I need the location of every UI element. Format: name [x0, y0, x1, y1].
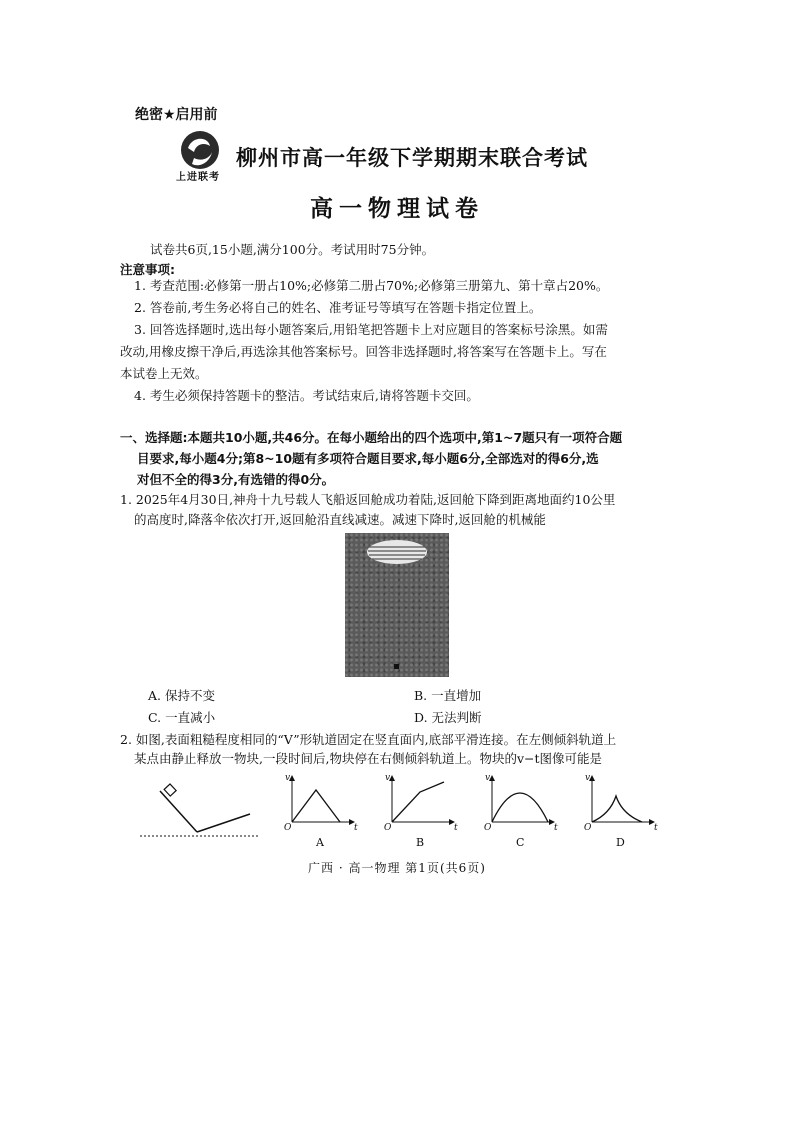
vt-graphs [282, 770, 662, 850]
graph-d-x-label: t [654, 823, 658, 833]
section-heading-line3: 对但不全的得3分,有选错的得0分。 [137, 472, 335, 487]
exam-info: 试卷共6页,15小题,满分100分。考试用时75分钟。 [150, 242, 435, 257]
graph-a-origin: O [284, 823, 292, 833]
q1-line2: 的高度时,降落伞依次打开,返回舱沿直线减速。减速下降时,返回舱的机械能 [134, 512, 546, 527]
notice-item-4: 4. 考生必须保持答题卡的整洁。考试结束后,请将答题卡交回。 [134, 388, 479, 403]
q1-option-a: A. 保持不变 [148, 688, 215, 703]
secret-label: 绝密★启用前 [135, 107, 218, 123]
page-footer: 广西 · 高一物理 第1页(共6页) [308, 861, 486, 875]
graph-a-label: A [316, 836, 324, 849]
graph-b-label: B [416, 836, 425, 849]
q2-line1: 2. 如图,表面粗糙程度相同的“V”形轨道固定在竖直面内,底部平滑连接。在左侧倾斜轨道上 [120, 732, 617, 747]
graph-d-label: D [616, 836, 625, 849]
graph-a [292, 776, 354, 822]
parachute-icon [345, 533, 449, 677]
notice-item-2: 2. 答卷前,考生务必将自己的姓名、准考证号等填写在答题卡指定位置上。 [134, 300, 542, 315]
q1-option-b: B. 一直增加 [414, 688, 482, 703]
graph-c-label: C [516, 836, 525, 849]
notice-item-1: 1. 考查范围:必修第一册占10%;必修第二册占70%;必修第三册第九、第十章占20%。 [134, 278, 609, 293]
graph-d [592, 776, 654, 822]
q1-line1: 1. 2025年4月30日,神舟十九号载人飞船返回舱成功着陆,返回舱下降到距离地面约10公里 [120, 492, 616, 507]
graph-b-y-label: v [385, 773, 391, 783]
capsule-photo [345, 533, 449, 677]
q1-option-c: C. 一直减小 [148, 710, 216, 725]
graph-d-origin: O [584, 823, 592, 833]
graph-c-x-label: t [554, 823, 558, 833]
graph-c-origin: O [484, 823, 492, 833]
section-heading-line1: 一、选择题:本题共10小题,共46分。在每小题给出的四个选项中,第1~7题只有一项符合题 [120, 430, 623, 445]
q2-line2: 某点由静止释放一物块,一段时间后,物块停在右侧倾斜轨道上。物块的v−t图像可能是 [134, 751, 603, 766]
graph-a-y-label: v [285, 773, 291, 783]
graph-d-y-label: v [585, 773, 591, 783]
graph-b [392, 776, 454, 822]
notice-item-3-cont: 改动,用橡皮擦干净后,再选涂其他答案标号。回答非选择题时,将答案写在答题卡上。写在 [120, 344, 607, 359]
notice-item-3-end: 本试卷上无效。 [120, 366, 208, 381]
exam-title: 柳州市高一年级下学期期末联合考试 [236, 145, 588, 170]
graph-c-y-label: v [485, 773, 491, 783]
section-heading-line2: 目要求,每小题4分;第8~10题有多项符合题目要求,每小题6分,全部选对的得6分,选 [137, 451, 599, 466]
section-heading [120, 427, 660, 490]
v-track-diagram [136, 778, 266, 844]
q1-option-d: D. 无法判断 [414, 710, 482, 725]
notice-heading: 注意事项: [120, 262, 175, 277]
graph-b-x-label: t [454, 823, 458, 833]
graph-a-x-label: t [354, 823, 358, 833]
graph-c [492, 776, 554, 822]
subject-title: 高一物理试卷 [310, 195, 484, 222]
logo-text: 上进联考 [176, 172, 220, 183]
notice-item-3: 3. 回答选择题时,选出每小题答案后,用铅笔把答题卡上对应题目的答案标号涂黑。如需 [134, 322, 608, 337]
graph-b-origin: O [384, 823, 392, 833]
